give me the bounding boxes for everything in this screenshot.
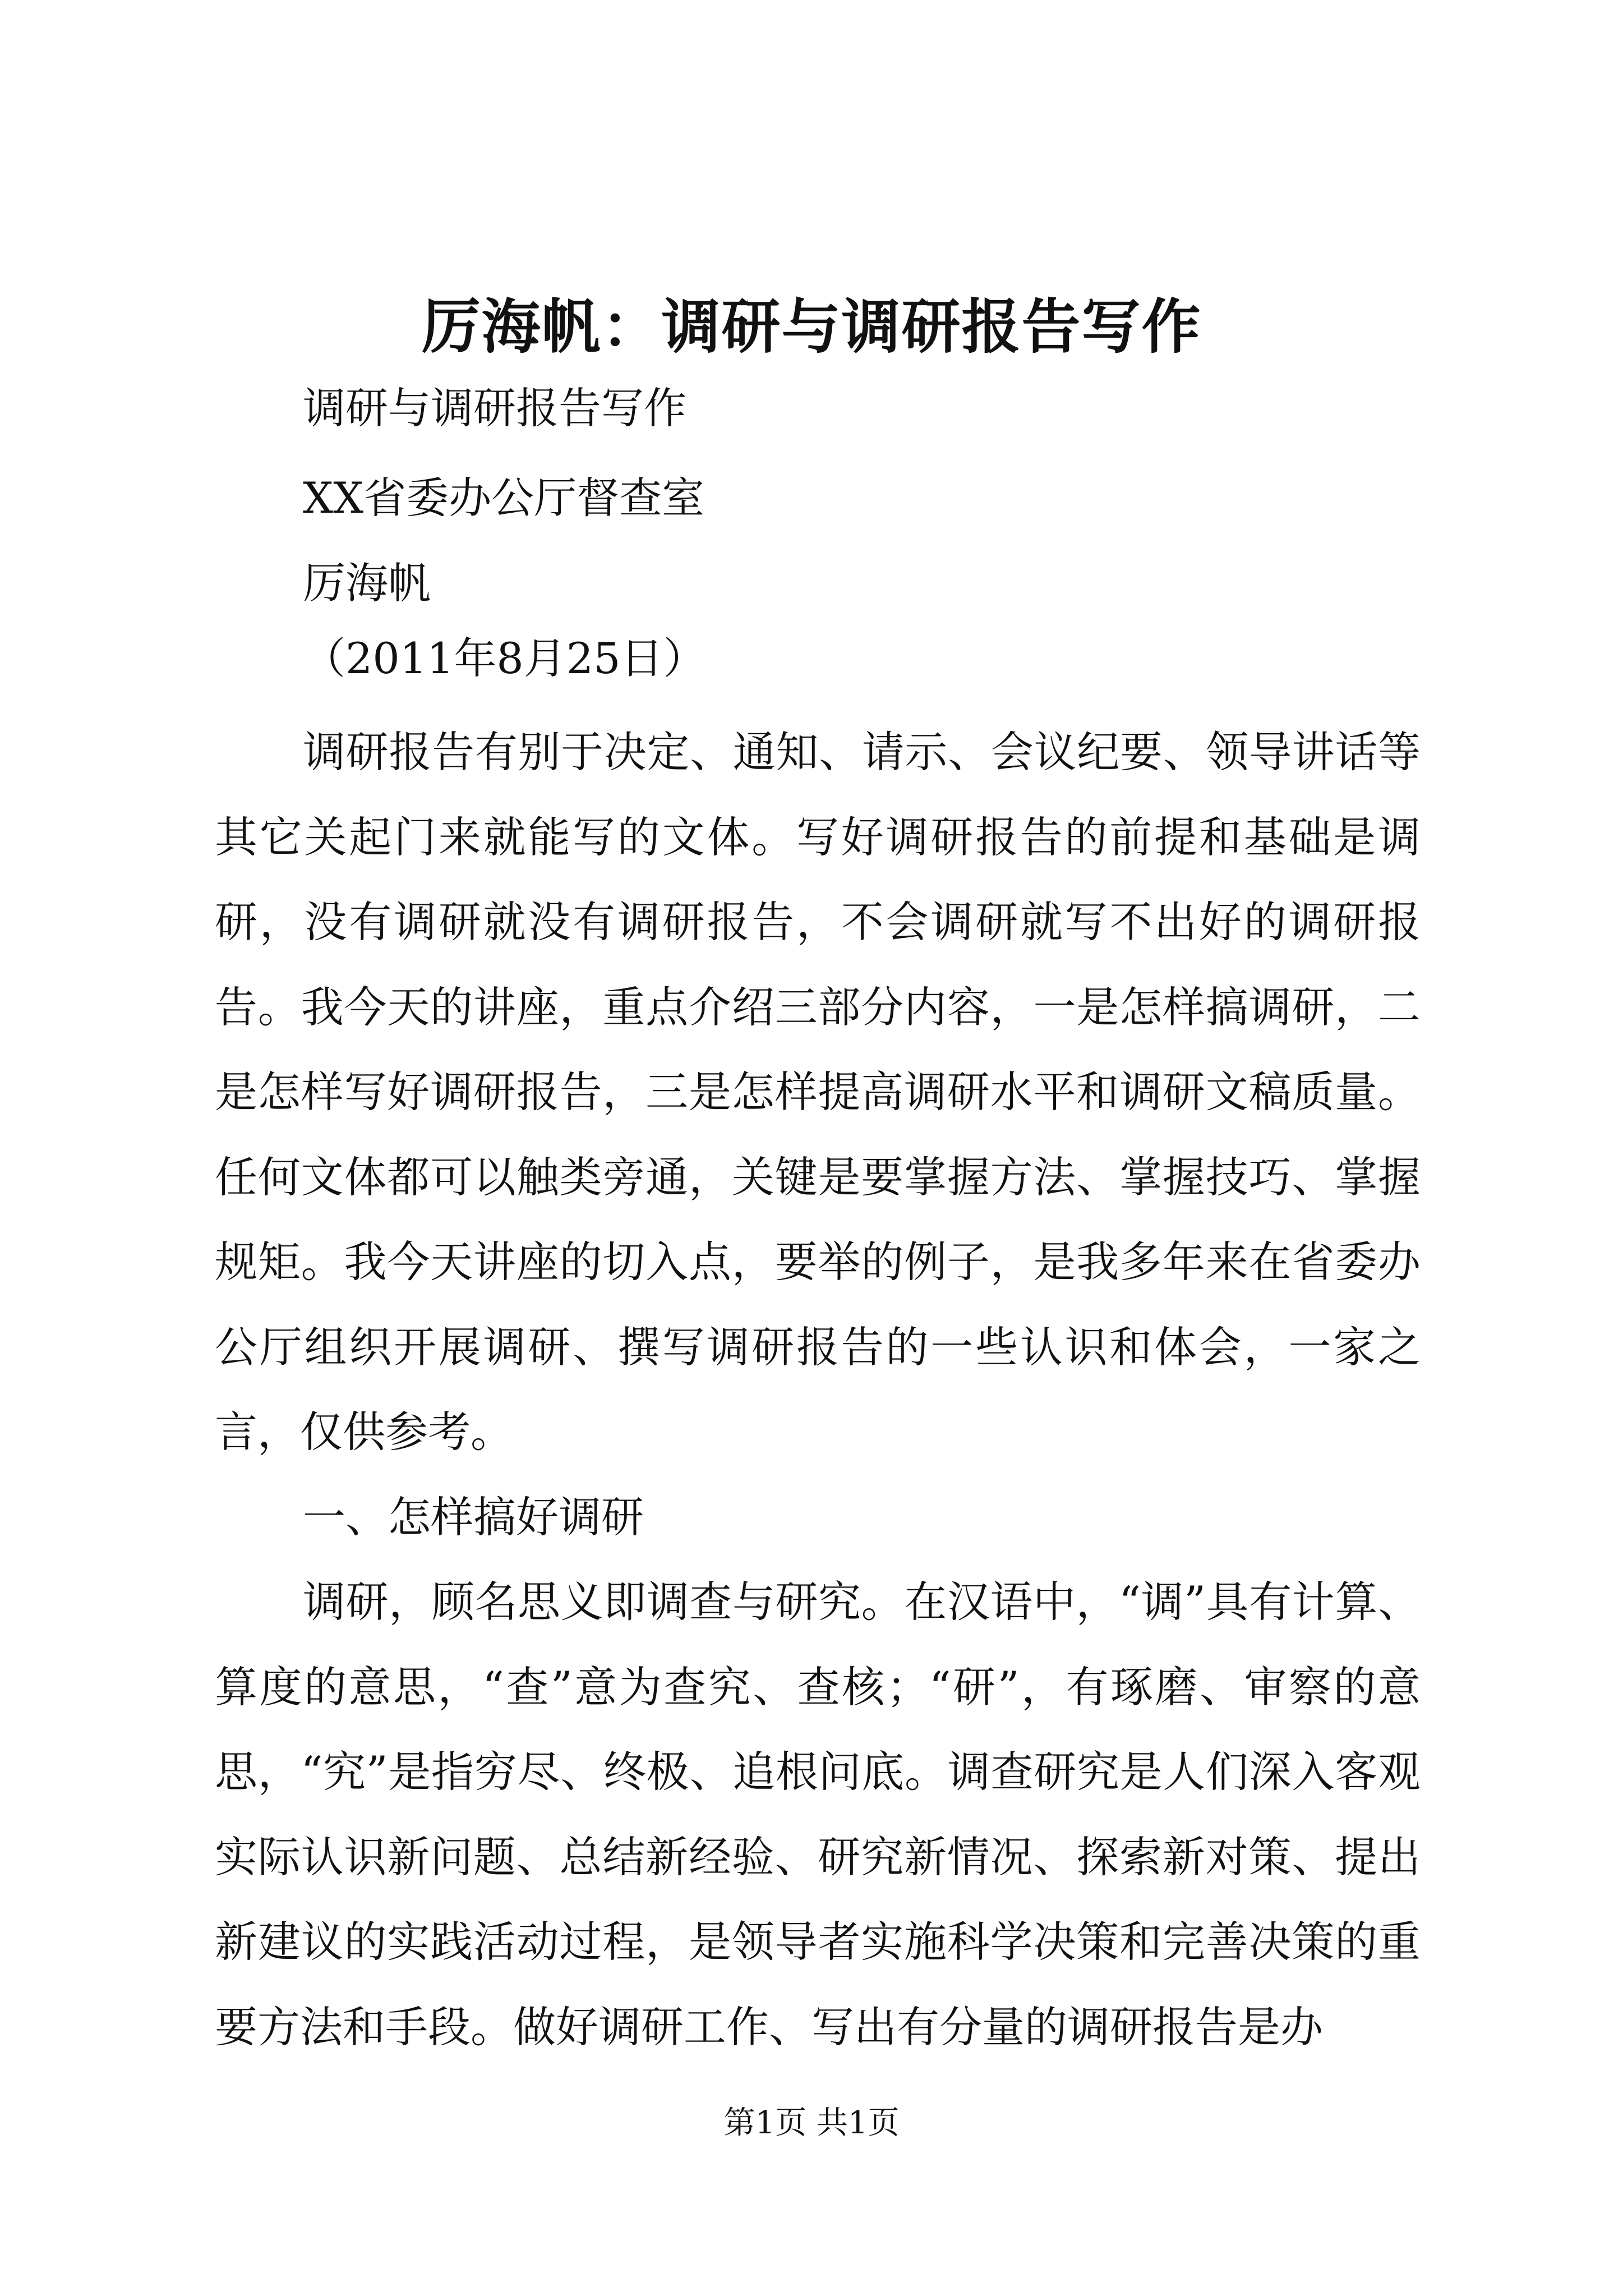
document-title: 厉海帆：调研与调研报告写作	[421, 292, 1202, 361]
section-heading-1: 一、怎样搞好调研	[303, 1492, 644, 1542]
body-paragraph-intro: 调研报告有别于决定、通知、请示、会议纪要、领导讲话等其它关起门来就能写的文体。写好调研报告的前提和基础是调研，没有调研就没有调研报告，不会调研就写不出好的调研报告。我今天的讲座，重点介绍三部分内容，一是怎样搞调研，二是怎样写好调研报告，三是怎样提高调研水平和调研文稿质量。任何文体都可以触类旁通，关键是要掌握方法、掌握技巧、掌握规矩。我今天讲座的切入点，要举的例子，是我多年来在省委办公厅组织开展调研、撰写调研报告的一些认识和体会，一家之言，仅供参考。	[215, 727, 1421, 1457]
body-paragraph-research: 调研，顾名思义即调查与研究。在汉语中，“调”具有计算、算度的意思，“查”意为查究、查核；“研”，有琢磨、审察的意思，“究”是指穷尽、终极、追根问底。调查研究是人们深入客观实际认识新问题、总结新经验、研究新情况、探索新对策、提出新建议的实践活动过程，是领导者实施科学决策和完善决策的重要方法和手段。做好调研工作、写出有分量的调研报告是办	[215, 1577, 1421, 2052]
page-number-footer: 第1页 共1页	[723, 2105, 900, 2141]
document-body	[215, 710, 1421, 2069]
author-name: 厉海帆	[303, 558, 431, 608]
document-subtitle: 调研与调研报告写作	[303, 383, 686, 433]
author-organization: XX省委办公厅督查室	[303, 473, 705, 523]
document-date: （2011年8月25日）	[303, 633, 706, 683]
